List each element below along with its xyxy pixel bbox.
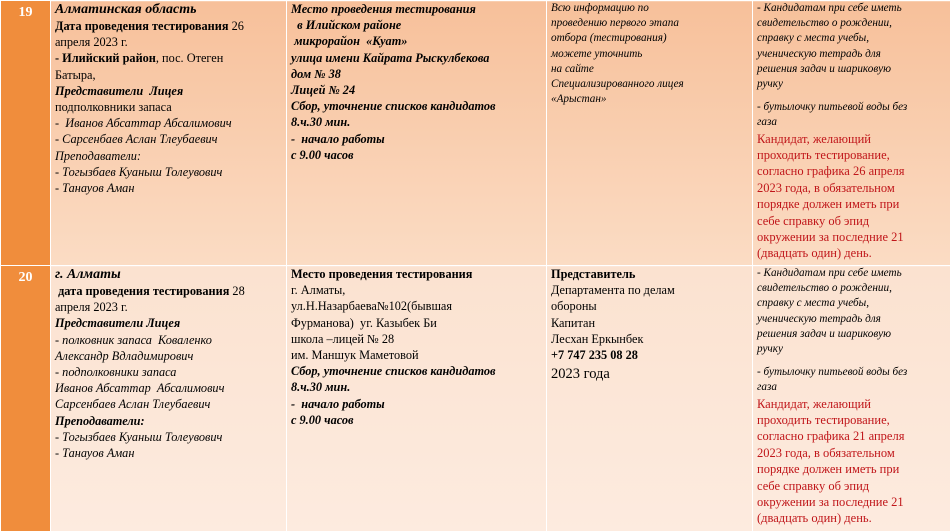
district: - Илийский район, пос. Отеген: [55, 51, 224, 66]
venue-line: Лицей № 24: [291, 83, 356, 98]
info-line: проведению первого этапа: [551, 17, 679, 30]
requirement-line: свидетельство о рождении,: [757, 282, 892, 295]
representatives-subtitle: - подполковники запаса: [55, 365, 177, 380]
warning-line: 2023 года, в обязательном: [757, 180, 895, 195]
requirement-line: решения задач и шариковую: [757, 327, 892, 340]
year-text: 2023 года: [551, 366, 610, 383]
requirement-line: - бутылочку питьевой воды без: [757, 366, 908, 379]
representatives-title: Представители Лицея: [55, 83, 184, 98]
representative-name: Сарсенбаев Аслан Тлеубаевич: [55, 397, 211, 412]
venue-address-line: Фурманова) уг. Казыбек Би: [291, 315, 437, 330]
venue-address-line: школа –лицей № 28: [291, 331, 395, 346]
representative-name: - Сарсенбаев Аслан Тлеубаевич: [55, 132, 218, 147]
warning-line: проходить тестирование,: [757, 413, 890, 428]
teacher-name: - Тогызбаев Куаныш Толеувович: [55, 429, 223, 444]
teacher-name: - Танауов Аман: [55, 181, 135, 196]
info-line: отбора (тестирования): [551, 32, 667, 45]
representative-line: Лесхан Еркынбек: [551, 331, 644, 346]
venue-line: 8.ч.30 мин.: [291, 115, 351, 130]
venue-cell: [287, 266, 547, 532]
requirement-line: ручку: [757, 343, 783, 356]
requirement-line: ученическую тетрадь для: [757, 312, 881, 325]
phone-number: +7 747 235 08 28: [551, 348, 638, 363]
info-line: Специализированного лицея: [551, 78, 684, 91]
representative-name: Иванов Абсаттар Абсалимович: [55, 381, 225, 396]
start-line: - начало работы: [291, 396, 385, 411]
requirement-line: - Кандидатам при себе иметь: [757, 2, 902, 14]
warning-line: 2023 года, в обязательном: [757, 445, 895, 460]
requirement-line: газа: [757, 116, 777, 129]
requirement-line: - бутылочку питьевой воды без: [757, 101, 908, 114]
requirement-line: ручку: [757, 78, 783, 91]
start-time: с 9.00 часов: [291, 412, 354, 427]
venue-line: улица имени Кайрата Рыскулбекова: [291, 50, 490, 65]
representative-line: Капитан: [551, 315, 596, 330]
region-cell: [51, 266, 287, 532]
warning-line: согласно графика 21 апреля: [757, 429, 905, 444]
warning-line: порядке должен иметь при: [757, 197, 900, 212]
requirement-line: справку с места учебы,: [757, 297, 870, 310]
info-line: Всю информацию по: [551, 2, 649, 14]
warning-line: (двадцать один) день.: [757, 246, 872, 261]
warning-line: Кандидат, желающий: [757, 396, 871, 411]
warning-line: себе справку об эпид: [757, 213, 870, 228]
representative-name: Александр Вдладимирович: [55, 348, 194, 363]
gather-line: Сбор, уточнение списков кандидатов: [291, 364, 496, 379]
district-line2: Батыра,: [55, 67, 96, 82]
requirement-line: газа: [757, 381, 777, 394]
warning-line: (двадцать один) день.: [757, 511, 872, 526]
test-date: дата проведения тестирования 28: [55, 284, 245, 298]
info-line: «Арыстан»: [551, 93, 607, 106]
region-title: Алматинская область: [55, 2, 197, 17]
warning-line: Кандидат, желающий: [757, 131, 871, 146]
venue-line: дом № 38: [291, 66, 341, 81]
venue-line: - начало работы: [291, 131, 385, 146]
table-row: [1, 266, 950, 532]
warning-line: проходить тестирование,: [757, 148, 890, 163]
teacher-name: - Танауов Аман: [55, 446, 135, 461]
warning-line: порядке должен иметь при: [757, 462, 900, 477]
teacher-name: - Тогызбаев Куаныш Толеувович: [55, 164, 223, 179]
test-date-line2: апреля 2023 г.: [55, 35, 128, 50]
representatives-subtitle: подполковники запаса: [55, 100, 172, 115]
requirement-line: свидетельство о рождении,: [757, 17, 892, 30]
table-row: [1, 1, 950, 266]
warning-line: себе справку об эпид: [757, 478, 870, 493]
info-cell: [547, 1, 753, 266]
info-line: можете уточнить: [551, 47, 643, 60]
venue-cell: [287, 1, 547, 266]
venue-line: Место проведения тестирования: [291, 2, 476, 16]
venue-line: Сбор, уточнение списков кандидатов: [291, 99, 496, 114]
venue-address-line: г. Алматы,: [291, 283, 346, 298]
representative-cell: [547, 266, 753, 532]
venue-line: с 9.00 часов: [291, 147, 354, 162]
region-cell: [51, 1, 287, 266]
venue-address-line: ул.Н.Назарбаева№102(бывшая: [291, 299, 453, 314]
warning-line: согласно графика 26 апреля: [757, 164, 905, 179]
requirements-cell: [753, 1, 950, 266]
representative-name: - Иванов Абсаттар Абсалимович: [55, 116, 232, 131]
warning-line: окружении за последние 21: [757, 495, 904, 510]
requirement-line: справку с места учебы,: [757, 32, 870, 45]
representative-name: - полковник запаса Коваленко: [55, 332, 212, 347]
test-date: Дата проведения тестирования 26: [55, 19, 244, 33]
info-line: на сайте: [551, 62, 594, 75]
representatives-title: Представители Лицея: [55, 316, 181, 331]
requirements-cell: [753, 266, 950, 532]
requirement-line: - Кандидатам при себе иметь: [757, 267, 902, 279]
representative-line: Департамента по делам: [551, 283, 675, 298]
venue-address-line: им. Маншук Маметовой: [291, 348, 419, 363]
warning-line: окружении за последние 21: [757, 230, 904, 245]
gather-time: 8.ч.30 мин.: [291, 380, 351, 395]
test-date-line2: апреля 2023 г.: [55, 300, 128, 315]
region-title: г. Алматы: [55, 267, 121, 282]
venue-line: в Илийском районе: [291, 18, 402, 33]
venue-title: Место проведения тестирования: [291, 267, 473, 281]
requirement-line: решения задач и шариковую: [757, 62, 892, 75]
requirement-line: ученическую тетрадь для: [757, 47, 881, 60]
teachers-title: Преподаватели:: [55, 148, 142, 163]
representative-title: Представитель: [551, 267, 636, 281]
venue-line: микрорайон «Куат»: [291, 34, 408, 49]
row-number: 20: [1, 266, 51, 532]
representative-line: обороны: [551, 299, 597, 314]
teachers-title: Преподаватели:: [55, 413, 145, 428]
row-number: 19: [1, 1, 51, 266]
